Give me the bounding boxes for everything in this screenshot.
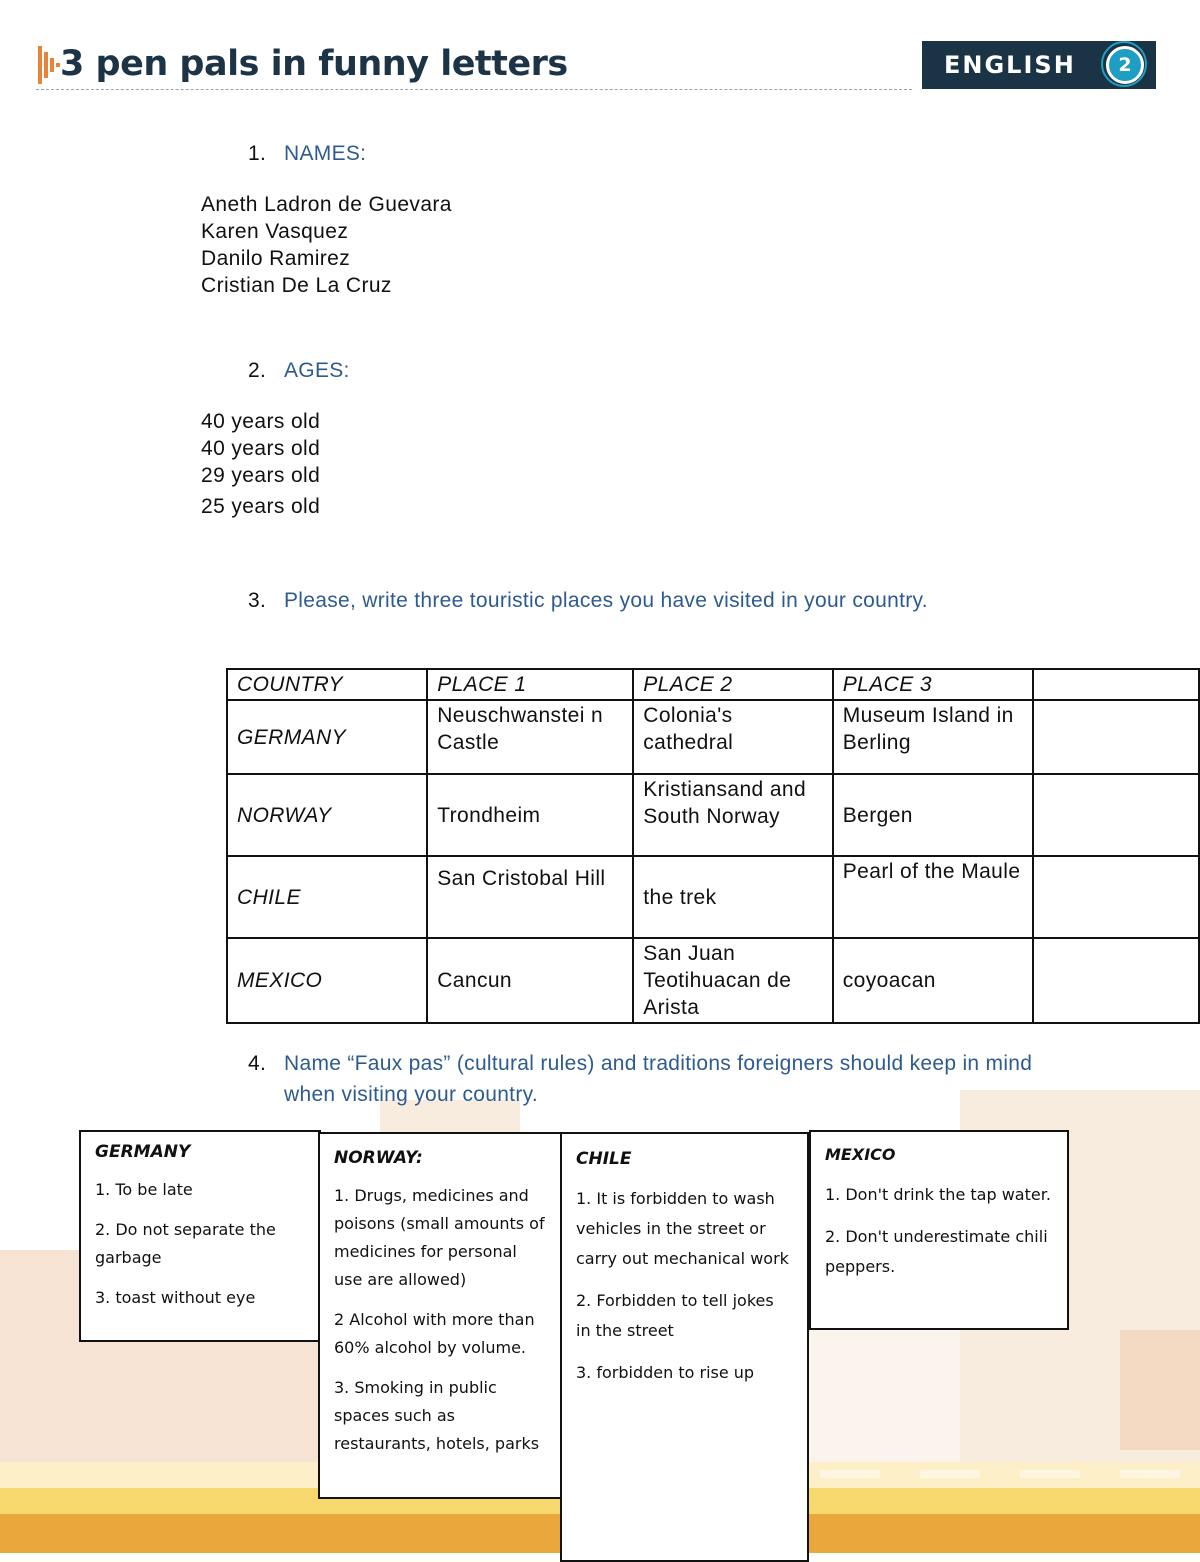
badge-label: ENGLISH: [944, 51, 1076, 79]
question-number: 4.: [248, 1052, 267, 1075]
box-item: 2. Do not separate the garbage: [95, 1220, 276, 1267]
badge-number: 2: [1106, 46, 1144, 84]
name-item: Cristian De La Cruz: [201, 274, 392, 297]
faux-pas-box-norway: [318, 1132, 565, 1499]
place-cell: San Cristobal Hill: [427, 856, 633, 938]
box-item: 3. Smoking in public spaces such as restaurants, hotels, parks: [334, 1378, 540, 1453]
title-divider: [36, 89, 912, 90]
place-cell: Museum Island in Berling: [833, 700, 1033, 774]
country-cell: NORWAY: [227, 774, 427, 856]
place-cell: Colonia's cathedral: [633, 700, 833, 774]
box-item: 1. To be late: [95, 1180, 193, 1199]
arrow-play-icon: [36, 44, 62, 86]
names-list: [201, 191, 452, 299]
name-item: Danilo Ramirez: [201, 247, 351, 270]
question-faux-pas: [248, 1048, 1048, 1110]
question-places: [248, 585, 968, 616]
empty-cell: [1033, 774, 1199, 856]
page-title: 3 pen pals in funny letters: [60, 44, 568, 84]
column-header: PLACE 3: [833, 669, 1033, 700]
column-header: COUNTRY: [227, 669, 427, 700]
box-item: 1. It is forbidden to wash vehicles in the street or carry out mechanical work: [576, 1189, 789, 1268]
faux-pas-box-germany: [79, 1130, 321, 1342]
box-title: CHILE: [576, 1149, 632, 1169]
column-header: PLACE 1: [427, 669, 633, 700]
name-item: Aneth Ladron de Guevara: [201, 193, 452, 216]
place-cell: Cancun: [427, 938, 633, 1023]
box-item: 2 Alcohol with more than 60% alcohol by volume.: [334, 1310, 535, 1357]
empty-cell: [1033, 856, 1199, 938]
empty-cell: [1033, 938, 1199, 1023]
table-row: [227, 774, 1199, 856]
table-row: [227, 700, 1199, 774]
column-header: [1033, 669, 1199, 700]
place-cell: Pearl of the Maule: [833, 856, 1033, 938]
box-item: 2. Forbidden to tell jokes in the street: [576, 1291, 774, 1340]
question-names: [248, 138, 366, 169]
question-label: Please, write three touristic places you have visited in your country.: [284, 589, 928, 612]
box-title: NORWAY:: [334, 1148, 423, 1168]
empty-cell: [1033, 700, 1199, 774]
table-row: [227, 856, 1199, 938]
place-cell: coyoacan: [833, 938, 1033, 1023]
place-cell: the trek: [633, 856, 833, 938]
table-header-row: [227, 669, 1199, 700]
country-cell: CHILE: [227, 856, 427, 938]
question-number: 3.: [248, 589, 267, 612]
box-title: GERMANY: [95, 1142, 191, 1162]
question-label: NAMES:: [284, 142, 367, 165]
box-item: 1. Drugs, medicines and poisons (small amounts of medicines for personal use are allowed): [334, 1186, 545, 1289]
places-table: [226, 668, 1200, 1024]
question-ages: [248, 355, 350, 386]
name-item: Karen Vasquez: [201, 220, 349, 243]
box-item: 3. toast without eye: [95, 1288, 256, 1307]
place-cell: Neuschwanstei n Castle: [427, 700, 633, 774]
age-item: 40 years old: [201, 410, 321, 433]
box-title: MEXICO: [825, 1145, 896, 1164]
age-item: 40 years old: [201, 437, 321, 460]
country-cell: GERMANY: [227, 700, 427, 774]
age-item: 25 years old: [201, 495, 321, 518]
table-row: [227, 938, 1199, 1023]
ages-list: [201, 408, 320, 520]
box-item: 1. Don't drink the tap water.: [825, 1185, 1051, 1204]
country-cell: MEXICO: [227, 938, 427, 1023]
question-label: AGES:: [284, 359, 350, 382]
column-header: PLACE 2: [633, 669, 833, 700]
question-number: 2.: [248, 359, 267, 382]
faux-pas-box-chile: [560, 1132, 809, 1562]
age-item: 29 years old: [201, 464, 321, 487]
place-cell: San Juan Teotihuacan de Arista: [633, 938, 833, 1023]
faux-pas-box-mexico: [809, 1130, 1069, 1330]
question-number: 1.: [248, 142, 267, 165]
place-cell: Kristiansand and South Norway: [633, 774, 833, 856]
course-badge: [922, 41, 1156, 89]
place-cell: Bergen: [833, 774, 1033, 856]
place-cell: Trondheim: [427, 774, 633, 856]
box-item: 2. Don't underestimate chili peppers.: [825, 1227, 1048, 1276]
box-item: 3. forbidden to rise up: [576, 1363, 755, 1382]
question-label: Name “Faux pas” (cultural rules) and traditions foreigners should keep in mind when visiting your country.: [284, 1052, 1033, 1106]
